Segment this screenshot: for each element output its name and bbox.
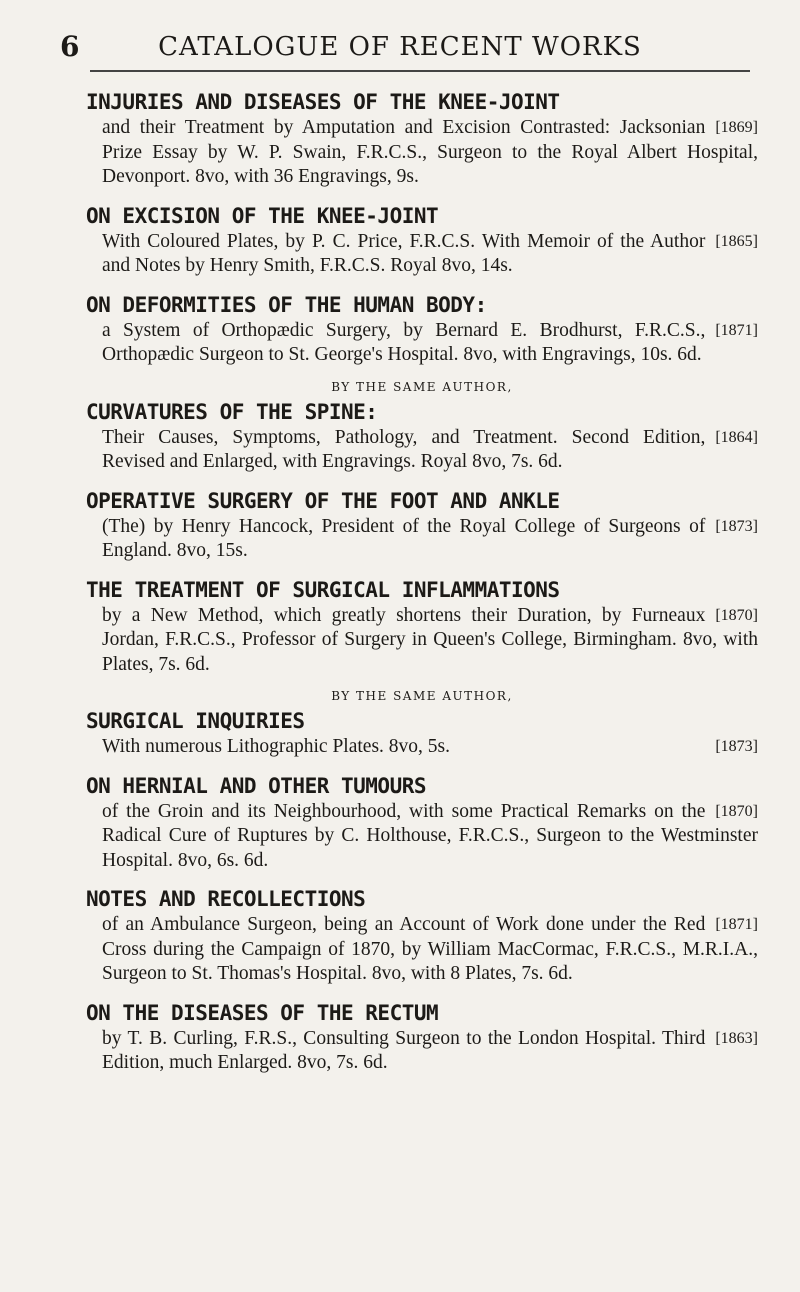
- entry-description: [86, 913, 758, 987]
- entry-year: [1863]: [715, 1029, 758, 1047]
- entry-title: ON DEFORMITIES OF THE HUMAN BODY:: [86, 292, 487, 317]
- entry-title: ON HERNIAL AND OTHER TUMOURS: [86, 773, 427, 798]
- entry-description: [86, 515, 758, 564]
- entry-description: [86, 604, 758, 678]
- entry-year: [1871]: [715, 916, 758, 933]
- entry-description: [86, 116, 758, 190]
- entry-title: SURGICAL INQUIRIES: [86, 709, 305, 733]
- entry-description: [86, 230, 758, 279]
- entry-description-text: and their Treatment by Amputation and Excision Contrasted: Jacksonian Prize Essay by W. P. Swain, F.R.C.S., Surgeon to the Royal Albert Hospital, Devonport. 8vo, with 36 Engravings, 9s.: [102, 117, 758, 187]
- entry-description: [86, 1027, 758, 1076]
- catalogue-entry: [86, 380, 758, 475]
- entry-description-text: Their Causes, Symptoms, Pathology, and Treatment. Second Edition, Revised and Enlarged, with Engravings. Royal 8vo, 7s. 6d.: [102, 426, 706, 472]
- entry-description-text: With numerous Lithographic Plates. 8vo, 5s.: [102, 736, 451, 757]
- entry-description-text: by a New Method, which greatly shortens their Duration, by Furneaux Jordan, F.R.C.S., Professor of Surgery in Queen's College, Birmingham. 8vo, with Plates, 7s. 6d.: [102, 604, 758, 675]
- entry-description-text: of the Groin and its Neighbourhood, with some Practical Remarks on the Radical Cure of Ruptures by C. Holthouse, F.R.C.S., Surgeon to the Westminster Hospital. 8vo, 6s. 6d.: [102, 800, 758, 871]
- catalogue-entry: [86, 202, 758, 279]
- entry-list: [86, 88, 758, 1088]
- entry-description: [86, 800, 758, 874]
- header-rule: [90, 70, 750, 72]
- catalogue-entry: [86, 487, 758, 564]
- catalogue-entry: [86, 772, 758, 874]
- entry-description-text: a System of Orthopædic Surgery, by Bernard E. Brodhurst, F.R.C.S., Orthopædic Surgeon to St. George's Hospital. 8vo, with Engravings, 10s. 6d.: [102, 319, 706, 365]
- catalogue-entry: [86, 689, 758, 760]
- entry-description: [86, 735, 758, 760]
- catalogue-entry: [86, 576, 758, 678]
- catalogue-entry: [86, 88, 758, 190]
- entry-year: [1871]: [715, 321, 758, 339]
- entry-year: [1869]: [715, 119, 758, 136]
- entry-title: ON EXCISION OF THE KNEE-JOINT: [86, 203, 439, 228]
- entry-description: [86, 426, 758, 475]
- entry-byline: BY THE SAME AUTHOR,: [331, 689, 513, 703]
- entry-year: [1865]: [715, 232, 758, 250]
- entry-description-text: of an Ambulance Surgeon, being an Account of Work done under the Red Cross during the Campaign of 1870, by William MacCormac, F.R.C.S., M.R.I.A., Surgeon to St. Thomas's Hospital. 8vo, with 8 Plates, 7s. 6d.: [102, 914, 758, 984]
- page-header: [0, 30, 800, 70]
- page-number: 6: [60, 30, 80, 63]
- catalogue-entry: [86, 291, 758, 368]
- entry-title: NOTES AND RECOLLECTIONS: [86, 887, 366, 911]
- entry-title: OPERATIVE SURGERY OF THE FOOT AND ANKLE: [86, 488, 560, 513]
- entry-description-text: (The) by Henry Hancock, President of the Royal College of Surgeons of England. 8vo, 15s.: [102, 515, 706, 561]
- entry-year: [1864]: [715, 428, 758, 446]
- entry-year: [1870]: [715, 802, 758, 820]
- running-title: CATALOGUE OF RECENT WORKS: [158, 32, 642, 62]
- entry-description-text: by T. B. Curling, F.R.S., Consulting Surgeon to the London Hospital. Third Edition, much Enlarged. 8vo, 7s. 6d.: [102, 1027, 706, 1073]
- entry-title: INJURIES AND DISEASES OF THE KNEE-JOINT: [86, 90, 560, 114]
- entry-year: [1870]: [715, 606, 758, 624]
- entry-description-text: With Coloured Plates, by P. C. Price, F.R.C.S. With Memoir of the Author and Notes by Henry Smith, F.R.C.S. Royal 8vo, 14s.: [102, 230, 706, 276]
- catalogue-entry: [86, 885, 758, 987]
- entry-year: [1873]: [715, 517, 758, 535]
- entry-title: THE TREATMENT OF SURGICAL INFLAMMATIONS: [86, 577, 560, 602]
- entry-year: [1873]: [715, 738, 758, 755]
- entry-title: CURVATURES OF THE SPINE:: [86, 399, 378, 424]
- entry-byline: BY THE SAME AUTHOR,: [331, 379, 513, 394]
- entry-title: ON THE DISEASES OF THE RECTUM: [86, 1000, 439, 1025]
- catalogue-entry: [86, 999, 758, 1076]
- entry-description: [86, 319, 758, 368]
